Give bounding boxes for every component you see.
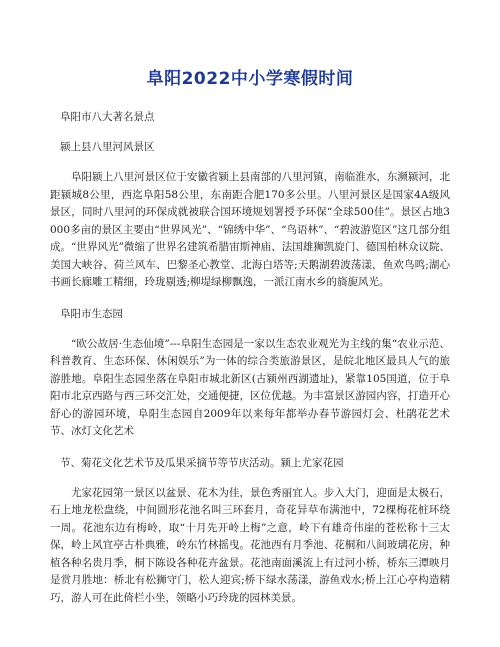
section-heading-youjia-garden: 节、菊花文化艺术节及瓜果采摘节等节庆活动。颍上尤家花园: [60, 456, 344, 469]
section-heading-balihe: 颍上县八里河风景区: [60, 141, 155, 153]
page-title: 阜阳2022中小学寒假时间: [146, 69, 354, 89]
paragraph-youjia-garden: 尤家花园第一景区以盆景、花木为佳，景色秀丽宜人。步入大门，迎面是太极石，石上地龙松盘绕，中间圆形花池名叫三环套月，奇花异草布满池中，72棵梅花桩环绕一周。花池东边有梅岭，取“十月先开岭上梅”之意，岭下有雄奇伟崖的苍松称十三太保，岭上风宜亭古朴典雅，岭东竹林摇曳。花池西有月季池、花桐和八间玻璃花房，种植各种名贵月季，桐下陈设各种花卉盆景。花池南面溪流上有过河小桥，桥东三潭映月是赏月胜地：桥北有松狮守门，松人迎宾;桥下绿水荡漾，游鱼戏水;桥上江心亭构造精巧，游人可在此倚栏小坐，领略小巧玲珑的园林美景。: [50, 486, 450, 604]
section-heading-ecopark: 阜阳市生态园: [60, 307, 123, 320]
paragraph-ecopark: “欧公故居·生态仙境”---阜阳生态园是一家以生态农业观光为主线的集“农业示范、科普教育、生态环保、休闲娱乐”为一体的综合类旅游景区，是皖北地区最具人气的旅游胜地。阜阳生态园坐落在阜阳市城北新区(古颍州西湖遗址)，紧靠105国道，位于阜阳市北京西路与西三环交汇处，交通便捷，区位优越。为丰富景区游园内容，打造开心舒心的游园环境，阜阳生态园自2009年以来每年都举办春节游园灯会、杜鹃花艺术节、冰灯文化艺术: [50, 337, 450, 437]
section-heading-famous-spots: 阜阳市八大著名景点: [60, 111, 155, 123]
paragraph-balihe: 阜阳颍上八里河景区位于安徽省颍上县南部的八里河镇，南临淮水，东濒颍河，北距颍城8公里，西迄阜阳58公里，东南距合肥170多公里。八里河景区是国家4A级风景区，同时八里河的环保成就被联合国环境规划署授予环保“全球500佳”。景区占地3000多亩的景区主要由“世界风光”、“锦绣中华”、“鸟语林”、“碧波游览区”这几部分组成。“世界风光”微缩了世界名建筑希腊宙斯神庙、法国雄狮凯旋门、德国柏林众议院、美国大峡谷、荷兰风车、巴黎圣心教堂、北海白塔等;天鹅湖碧波荡漾，鱼欢鸟鸣;湖心书画长廊雕工精细，玲珑剔透;柳堤绿柳飘逸，一派江南水乡的旖旎风光。: [50, 171, 450, 288]
